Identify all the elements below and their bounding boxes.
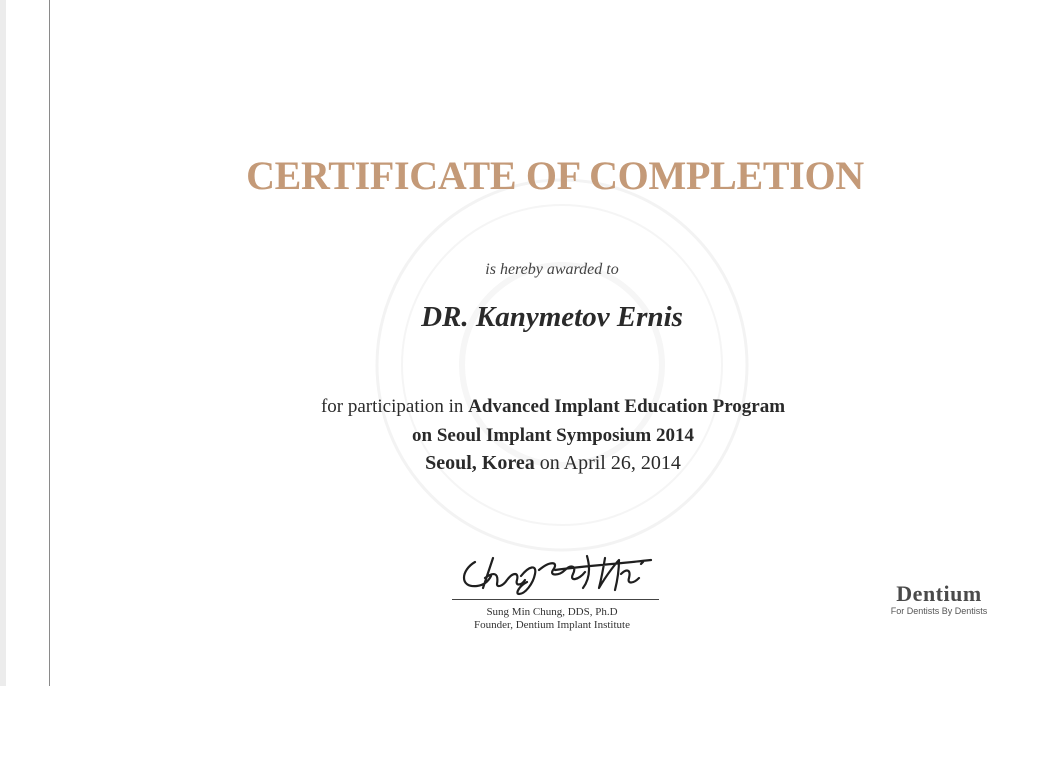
page-edge [0, 0, 6, 686]
signer-role: Founder, Dentium Implant Institute [474, 619, 630, 631]
brand-name: Dentium [896, 581, 982, 606]
awarded-text: is hereby awarded to [485, 261, 619, 278]
brand-tagline: For Dentists By Dentists [890, 606, 988, 616]
seal-watermark [362, 165, 762, 565]
program-name: Advanced Implant Education Program [468, 396, 786, 417]
event-date: on April 26, 2014 [539, 452, 681, 474]
location: Seoul, Korea [425, 452, 535, 474]
signature [455, 540, 665, 600]
signer-block [452, 606, 652, 632]
signature-line [452, 599, 659, 600]
program-line [0, 396, 1052, 418]
location-date-line [0, 452, 1052, 475]
certificate-title: CERTIFICATE OF COMPLETION [246, 153, 864, 198]
signer-name: Sung Min Chung, DDS, Ph.D [486, 606, 618, 618]
brand-logo [880, 582, 998, 617]
event-line [0, 425, 1052, 447]
program-prefix: for participation in [320, 396, 464, 417]
left-border-line [49, 0, 50, 686]
event-name: on Seoul Implant Symposium 2014 [412, 425, 694, 446]
recipient-name: DR. Kanymetov Ernis [421, 301, 683, 333]
